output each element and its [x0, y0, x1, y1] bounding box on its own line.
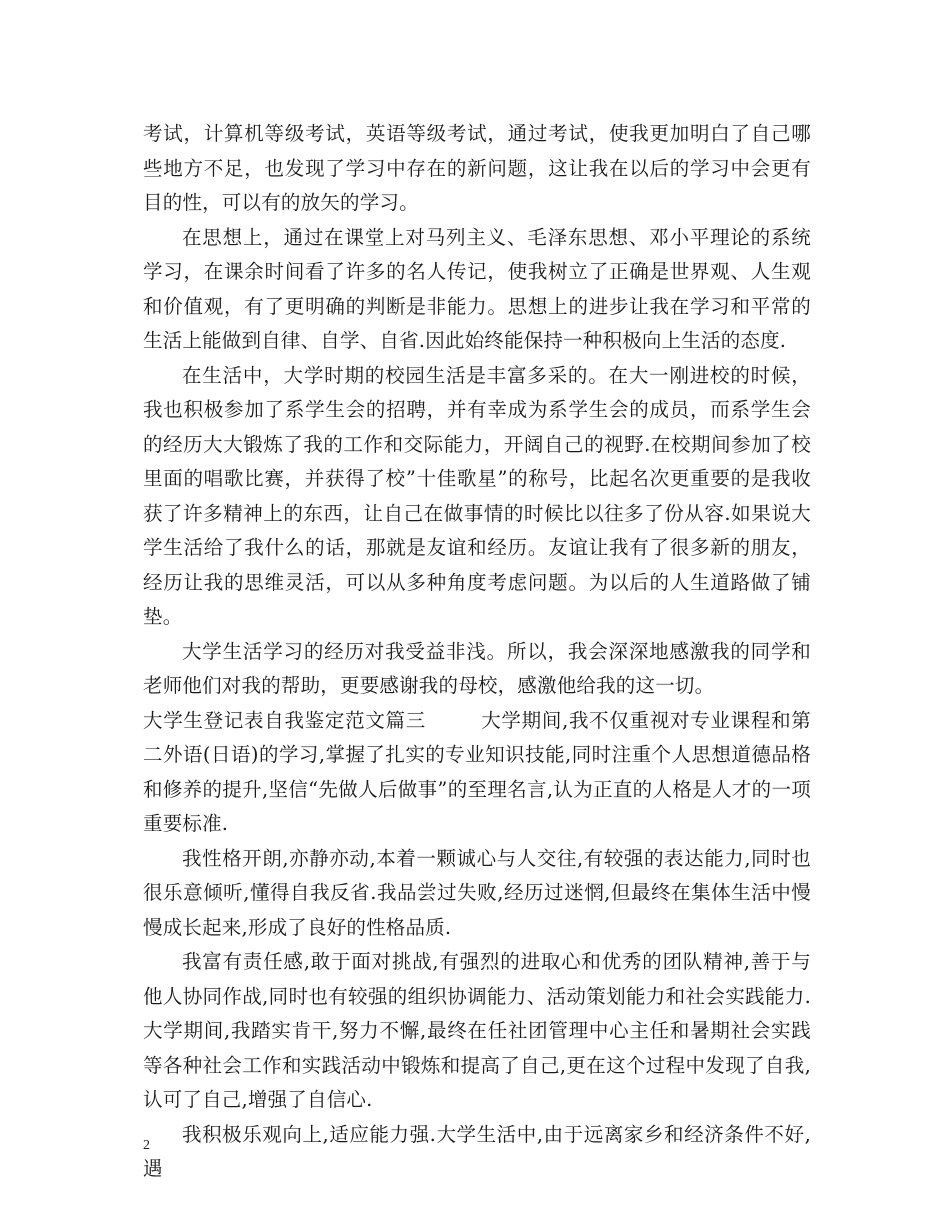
- paragraph: 考试，计算机等级考试，英语等级考试，通过考试，使我更加明白了自己哪些地方不足，也发现了学习中存在的新问题，这让我在以后的学习中会更有目的性，可以有的放矢的学习。: [143, 122, 811, 214]
- paragraph: 在生活中，大学时期的校园生活是丰富多采的。在大一刚进校的时候，我也积极参加了系学生会的招聘，并有幸成为系学生会的成员，而系学生会的经历大大锻炼了我的工作和交际能力，开阔自己的视野.在校期间参加了校里面的唱歌比赛，并获得了校”十佳歌星”的称号，比起名次更重要的是我收获了许多精神上的东西，让自己在做事情的时候比以往多了份从容.如果说大学生活给了我什么的话，那就是友谊和经历。友谊让我有了很多新的朋友，经历让我的思维灵活，可以从多种角度考虑问题。为以后的人生道路做了铺垫。: [143, 363, 811, 628]
- page-number: 2: [143, 1138, 150, 1153]
- paragraph: 我富有责任感,敢于面对挑战,有强烈的进取心和优秀的团队精神,善于与他人协同作战,同时也有较强的组织协调能力、活动策划能力和社会实践能力.大学期间,我踏实肯干,努力不懈,最终在任社团管理中心主任和暑期社会实践等各种社会工作和实践活动中锻炼和提高了自己,更在这个过程中发现了自我,认可了自己,增强了自信心.: [143, 950, 811, 1111]
- paragraph: 在思想上，通过在课堂上对马列主义、毛泽东思想、邓小平理论的系统学习，在课余时间看了许多的名人传记，使我树立了正确是世界观、人生观和价值观，有了更明确的判断是非能力。思想上的进步让我在学习和平常的生活上能做到自律、自学、自省.因此始终能保持一种积极向上生活的态度.: [143, 225, 811, 352]
- body-text: [143, 117, 811, 1187]
- paragraph: 我性格开朗,亦静亦动,本着一颗诚心与人交往,有较强的表达能力,同时也很乐意倾听,懂得自我反省.我品尝过失败,经历过迷惘,但最终在集体生活中慢慢成长起来,形成了良好的性格品质.: [143, 846, 811, 939]
- section-heading-paragraph: 大学生登记表自我鉴定范文篇三 大学期间,我不仅重视对专业课程和第二外语(日语)的学习,掌握了扎实的专业知识技能,同时注重个人思想道德品格和修养的提升,坚信“先做人后做事”的至理名言,认为正直的人格是人才的一项重要标准.: [143, 708, 811, 835]
- paragraph: 大学生活学习的经历对我受益非浅。所以，我会深深地感激我的同学和老师他们对我的帮助，更要感谢我的母校，感激他给我的这一切。: [143, 639, 811, 697]
- paragraph: 我积极乐观向上,适应能力强.大学生活中,由于远离家乡和经济条件不好,遇: [143, 1122, 811, 1180]
